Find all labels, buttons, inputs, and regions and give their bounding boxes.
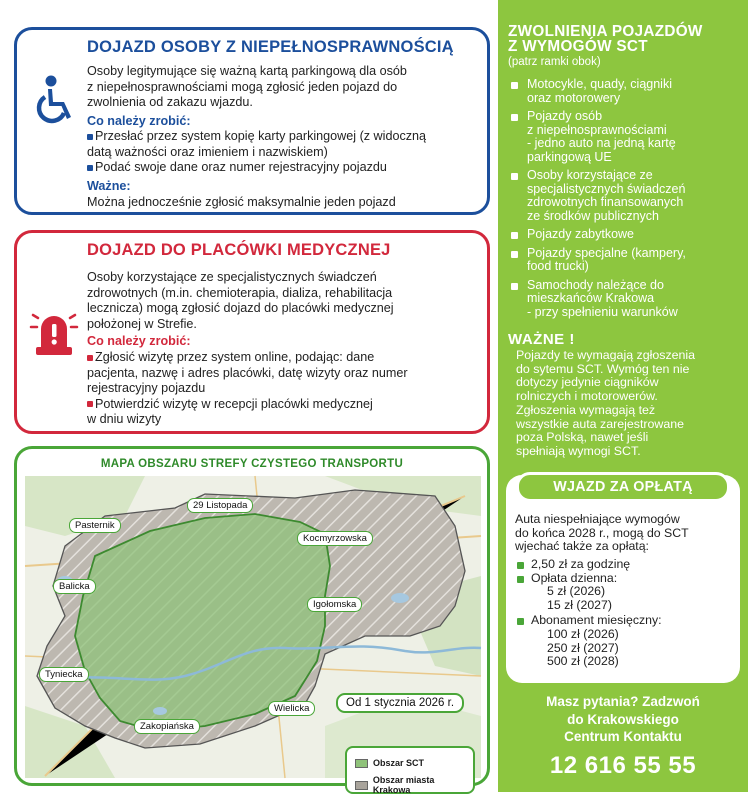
legend-swatch-city bbox=[355, 781, 368, 790]
disability-todo-label: Co należy zrobić: bbox=[87, 114, 191, 128]
fee-intro: Auta niespełniające wymogów do końca 2028 r., mogą do SCT wjechać także za opłatą: bbox=[515, 512, 689, 553]
contact-question: Masz pytania? Zadzwoń do Krakowskiego Centrum Kontaktu bbox=[546, 694, 700, 744]
list-item: Przesłać przez system kopię karty parkingowej (z widoczną bbox=[87, 129, 482, 145]
map-title: MAPA OBSZARU STREFY CZYSTEGO TRANSPORTU bbox=[100, 458, 404, 470]
fee-daily-label: Opłata dzienna: bbox=[515, 572, 735, 586]
fee-daily-2027: 15 zł (2027) bbox=[547, 597, 612, 612]
map-label-29-listopada: 29 Listopada bbox=[187, 498, 253, 513]
list-item: Podać swoje dane oraz numer rejestracyjny pojazdu bbox=[87, 160, 482, 176]
legend-item-city: Obszar miasta Krakowa bbox=[355, 775, 473, 795]
medical-intro: Osoby korzystające ze specjalistycznych świadczeń zdrowotnych (m.in. chemioterapia, dializa, rehabilitacja lecznicza) mogą zgłosić dojazd do placówki medycznej położonej w Strefie. bbox=[87, 270, 394, 331]
exemptions-note: (patrz ramki obok) bbox=[508, 56, 601, 68]
important-heading: WAŻNE ! bbox=[508, 331, 575, 348]
map-label-wielicka: Wielicka bbox=[268, 701, 315, 716]
map-label-zakopianska: Zakopiańska bbox=[134, 719, 200, 734]
legend-item-sct: Obszar SCT bbox=[355, 758, 424, 768]
wheelchair-icon bbox=[31, 75, 77, 125]
list-item: Pojazdy zabytkowe bbox=[510, 228, 740, 242]
list-item: Pojazdy osób z niepełnosprawnościami - jedno auto na jedną kartę parkingową UE bbox=[510, 110, 740, 164]
bullet-icon bbox=[87, 165, 93, 171]
fee-title: WJAZD ZA OPŁATĄ bbox=[516, 472, 730, 502]
list-item: Samochody należące do mieszkańców Krakowa - przy spełnieniu warunków bbox=[510, 279, 740, 320]
medical-todo-label: Co należy zrobić: bbox=[87, 334, 191, 348]
exemptions-list bbox=[510, 78, 740, 324]
disability-important-label: Ważne: bbox=[87, 179, 131, 193]
medical-steps: Zgłosić wizytę przez system online, podając: dane pacjenta, nazwę i adres placówki, datę wizyty oraz numer rejestracyjny pojazdu Potwierdzić wizytę w recepcji placówki medycznej w dniu wizyty bbox=[87, 350, 482, 428]
alarm-siren-icon bbox=[29, 303, 79, 359]
exemptions-panel bbox=[498, 0, 748, 792]
disability-steps: Przesłać przez system kopię karty parkingowej (z widoczną datą ważności oraz imieniem i nazwiskiem) Podać swoje dane oraz numer rejestracyjny pojazdu bbox=[87, 129, 482, 176]
disability-card bbox=[14, 27, 490, 215]
fee-monthly-2026: 100 zł (2026) bbox=[547, 626, 619, 641]
fee-box bbox=[506, 475, 740, 683]
important-text: Pojazdy te wymagają zgłoszenia do sytemu SCT. Wymóg ten nie dotyczy jedynie ciągników rolniczych i motorowerów. Zgłoszenia wymagają też wszystkie auta zarejestrowane poza Polską, nawet jeśli spełniają wymogi SCT. bbox=[516, 348, 696, 458]
medical-card bbox=[14, 230, 490, 434]
list-item: Motocykle, quady, ciągniki oraz motorowery bbox=[510, 78, 740, 105]
zone-start-date-badge: Od 1 stycznia 2026 r. bbox=[336, 693, 464, 713]
list-item: Pojazdy specjalne (kampery, food trucki) bbox=[510, 247, 740, 274]
bullet-icon bbox=[87, 401, 93, 407]
medical-title: DOJAZD DO PLACÓWKI MEDYCZNEJ bbox=[87, 241, 391, 259]
map-label-tyniecka: Tyniecka bbox=[39, 667, 89, 682]
fee-monthly-2028: 500 zł (2028) bbox=[547, 654, 619, 669]
disability-intro: Osoby legitymujące się ważną kartą parkingową dla osób z niepełnosprawnościami mogą zgłosić jeden pojazd do zwolnienia od zakazu wjazdu. bbox=[87, 64, 407, 109]
list-item: Osoby korzystające ze specjalistycznych świadczeń zdrowotnych finansowanych ze środków publicznych bbox=[510, 169, 740, 223]
map-label-balicka: Balicka bbox=[53, 579, 96, 594]
fee-daily-2026: 5 zł (2026) bbox=[547, 584, 606, 599]
bullet-icon bbox=[87, 355, 93, 361]
map-label-pasternik: Pasternik bbox=[69, 518, 121, 533]
legend-swatch-sct bbox=[355, 759, 368, 768]
fee-list bbox=[515, 558, 735, 669]
map-legend bbox=[345, 746, 475, 794]
list-item: Potwierdzić wizytę w recepcji placówki medycznej bbox=[87, 397, 482, 413]
map-label-igolomska: Igołomska bbox=[307, 597, 362, 612]
list-item: Zgłosić wizytę przez system online, podając: dane bbox=[87, 350, 482, 366]
fee-hourly: 2,50 zł za godzinę bbox=[515, 558, 735, 572]
map-area bbox=[25, 476, 481, 795]
map-label-kocmyrzowska: Kocmyrzowska bbox=[297, 531, 373, 546]
map-card bbox=[14, 446, 490, 795]
contact-phone-number[interactable]: 12 616 55 55 bbox=[549, 752, 697, 779]
disability-title: DOJAZD OSOBY Z NIEPEŁNOSPRAWNOŚCIĄ bbox=[87, 38, 454, 56]
disability-important-text: Można jednocześnie zgłosić maksymalnie jeden pojazd bbox=[87, 195, 396, 209]
exemptions-title: ZWOLNIENIA POJAZDÓW Z WYMOGÓW SCT bbox=[508, 23, 703, 55]
fee-monthly-label: Abonament miesięczny: bbox=[515, 614, 735, 628]
bullet-icon bbox=[87, 134, 93, 140]
fee-monthly-2027: 250 zł (2027) bbox=[547, 640, 619, 655]
